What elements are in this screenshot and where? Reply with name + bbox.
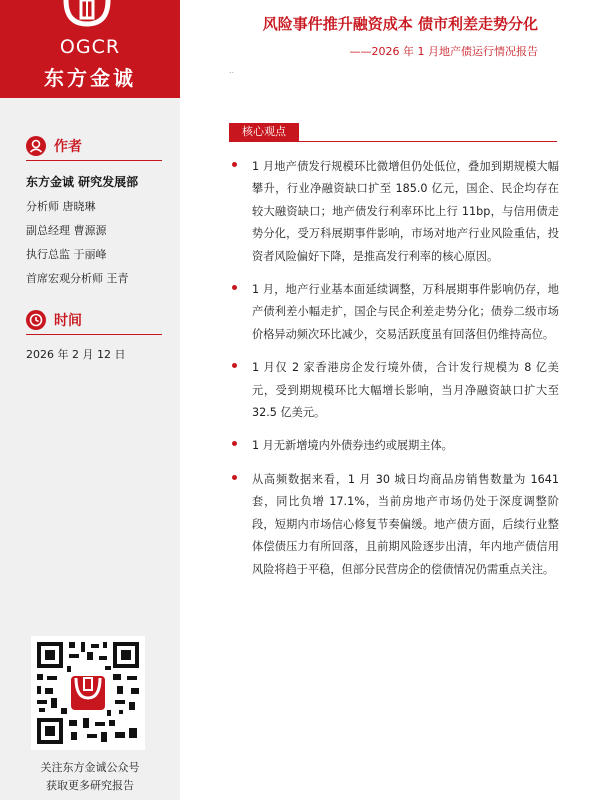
qr-caption-line: 关注东方金诚公众号 <box>40 761 140 774</box>
bullet-icon <box>232 475 237 480</box>
page-subtitle: ——2026 年 1 月地产债运行情况报告 <box>349 45 538 58</box>
decorative-dots: .. <box>229 66 235 75</box>
bullet-icon <box>232 363 237 368</box>
list-item-text: 1 月仅 2 家香港房企发行境外债，合计发行规模为 8 亿美元，受到期规模环比大幅增长影响，当月净融资缺口扩大至 32.5 亿美元。 <box>252 361 559 420</box>
list-item <box>229 435 559 457</box>
sidebar <box>0 0 180 800</box>
list-item-text: 1 月地产债发行规模环比微增但仍处低位，叠加到期规模大幅攀升，行业净融资缺口扩至 185.0 亿元，国企、民企均存在较大融资缺口；地产债发行利率环比上行 11bp，与信用债走势分化，受万科展期事件影响，市场对地产行业风险重估，投资者风险偏好下降，是推高发行利率的核心原因。 <box>252 160 559 263</box>
list-item <box>229 357 559 424</box>
person-icon <box>26 136 46 156</box>
qr-caption-line: 获取更多研究报告 <box>46 779 134 792</box>
list-item-text: 1 月无新增境内外债券违约或展期主体。 <box>252 439 453 453</box>
author-entry: 首席宏观分析师 王青 <box>26 272 129 285</box>
bullet-icon <box>232 285 237 290</box>
page-title: 风险事件推升融资成本 债市利差走势分化 <box>262 15 538 33</box>
report-date: 2026 年 2 月 12 日 <box>26 348 126 361</box>
author-entry: 执行总监 于丽峰 <box>26 248 107 261</box>
author-entry: 副总经理 曹源源 <box>26 224 107 237</box>
brand-name-en: OGCR <box>59 36 121 58</box>
bullet-icon <box>232 441 237 446</box>
author-section-label: 作者 <box>54 139 82 155</box>
bullet-icon <box>232 162 237 167</box>
brand-name-cn: 东方金诚 <box>44 66 136 90</box>
divider <box>26 334 162 335</box>
time-section-label: 时间 <box>54 313 82 329</box>
list-item <box>229 156 559 268</box>
brand-banner <box>0 0 180 98</box>
key-points-label: 核心观点 <box>229 123 299 141</box>
logo-icon <box>62 0 112 30</box>
list-item-text: 1 月，地产行业基本面延续调整，万科展期事件影响仍存，地产债利差小幅走扩，国企与民企利差走势分化；债券二级市场价格异动频次环比减少，交易活跃度虽有回落但仍维持高位。 <box>252 283 559 341</box>
time-section-header <box>26 310 82 330</box>
author-section-header <box>26 136 82 156</box>
author-org: 东方金诚 研究发展部 <box>26 175 139 189</box>
list-item <box>229 469 559 581</box>
divider <box>26 160 162 161</box>
list-item-text: 从高频数据来看，1 月 30 城日均商品房销售数量为 1641 套，同比负增 17.1%，当前房地产市场仍处于深度调整阶段，短期内市场信心修复节奏偏缓。地产债方面，后续行业整体偿债压力有所回落，且前期风险逐步出清，年内地产债信用风险将趋于平稳，但部分民营房企的偿债情况仍需重点关注。 <box>252 472 559 576</box>
divider <box>229 141 557 142</box>
list-item <box>229 279 559 346</box>
key-points-list <box>229 156 559 592</box>
qr-code <box>31 636 145 750</box>
clock-icon <box>26 310 46 330</box>
author-entry: 分析师 唐晓琳 <box>26 200 96 213</box>
